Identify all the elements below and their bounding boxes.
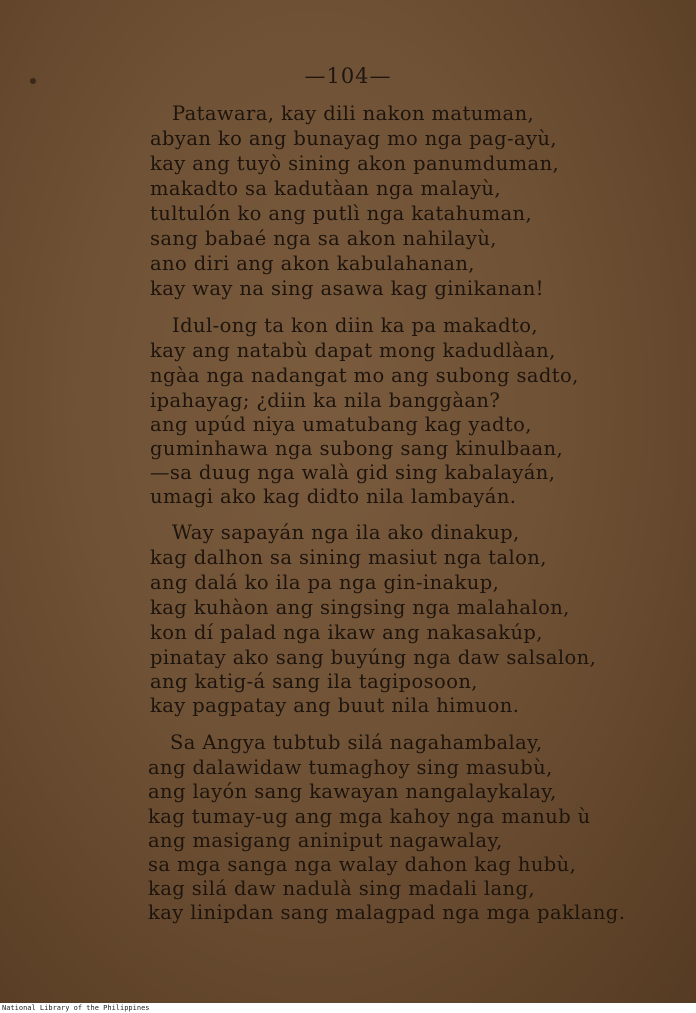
stanza-line: ang upúd niya umatubang kag yadto, [150,413,532,436]
stanza-line: ipahayag; ¿diin ka nila banggàan? [150,389,501,412]
stanza-line: ngàa nga nadangat mo ang subong sadto, [150,364,579,387]
stanza-line: guminhawa nga subong sang kinulbaan, [150,437,564,460]
stanza-line: ang dalawidaw tumaghoy sing masubù, [148,756,553,779]
stanza-line: ang layón sang kawayan nangalaykalay, [148,780,557,803]
stanza-line: kay pagpatay ang buut nila himuon. [150,694,520,717]
stanza-line: ang dalá ko ila pa nga gin-inakup, [150,571,500,594]
stanza-line: Patawara, kay dili nakon matuman, [172,102,535,125]
stanza-line: ang masigang aniniput nagawalay, [148,829,503,852]
stanza-line: pinatay ako sang buyúng nga daw salsalon, [150,646,597,669]
stanza-line: kag dalhon sa sining masiut nga talon, [150,546,547,569]
stanza-line: —sa duug nga walà gid sing kabalayán, [150,461,556,484]
stanza-line: abyan ko ang bunayag mo nga pag-ayù, [150,127,557,150]
stanza-line: kag kuhàon ang singsing nga malahalon, [150,596,570,619]
stanza-line: Idul-ong ta kon diin ka pa makadto, [172,314,538,337]
stanza-line: sa mga sanga nga walay dahon kag hubù, [148,853,577,876]
footer-bar [0,1003,696,1013]
stanza-line: sang babaé nga sa akon nahilayù, [150,227,497,250]
stanza-line: tultulón ko ang putlì nga katahuman, [150,202,533,225]
page-number: —104— [304,64,392,88]
stanza-line: Sa Angya tubtub silá nagahambalay, [170,731,543,754]
stanza-line: Way sapayán nga ila ako dinakup, [172,521,520,544]
stanza-line: ang katig-á sang ila tagiposoon, [150,670,478,693]
stanza-line: kag tumay-ug ang mga kahoy nga manub ù [148,805,591,828]
stanza-line: kay linipdan sang malagpad nga mga paklang. [148,901,626,924]
stanza-line: umagi ako kag didto nila lambayán. [150,485,517,508]
stanza-line: makadto sa kadutàan nga malayù, [150,177,501,200]
library-credit: National Library of the Philippines [2,1004,150,1012]
stanza-line: kay ang tuyò sining akon panumduman, [150,152,560,175]
stanza-line: kag silá daw nadulà sing madali lang, [148,877,535,900]
stanza-line: ano diri ang akon kabulahanan, [150,252,475,275]
stanza-line: kay way na sing asawa kag ginikanan! [150,277,544,300]
stanza-line: kon dí palad nga ikaw ang nakasakúp, [150,621,543,644]
stanza-line: kay ang natabù dapat mong kadudlàan, [150,339,556,362]
